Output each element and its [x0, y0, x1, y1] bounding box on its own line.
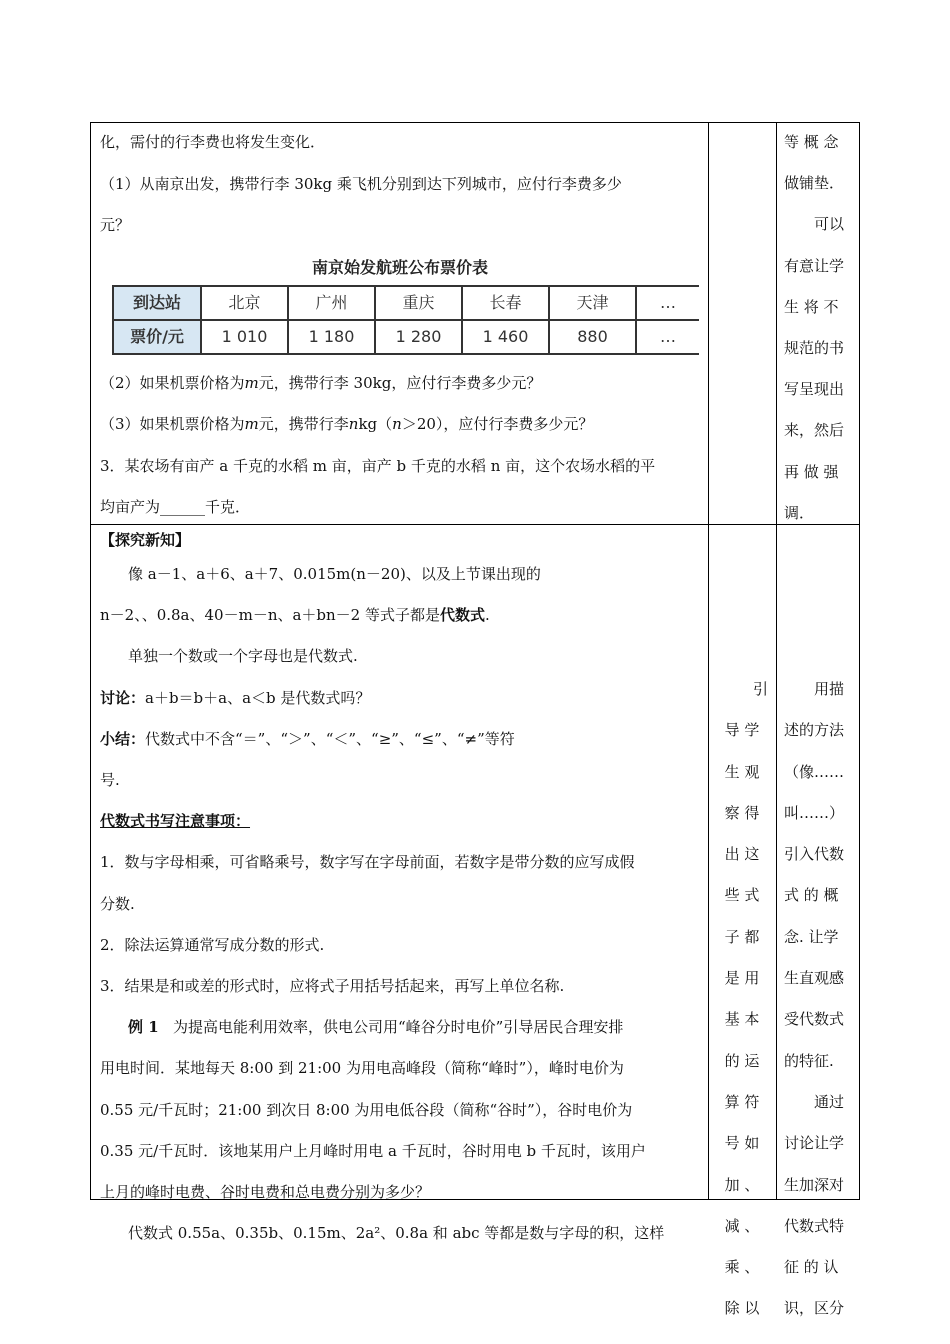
table-header-cell: 到达站: [113, 286, 201, 320]
section-title: 【探究新知】: [100, 531, 191, 549]
column-text: 乘 、: [724, 1258, 760, 1277]
column-text: 加 、: [724, 1175, 760, 1194]
note-line: 再 做 强: [784, 462, 839, 481]
note-line: 可以: [814, 215, 845, 234]
example-1: 例 1 为提高电能利用效率，供电公司用“峰谷分时电价”引导居民合理安排: [128, 1018, 624, 1037]
note-line: 代数式特: [784, 1216, 845, 1235]
note-line: 来，然后: [784, 421, 845, 440]
column-text: 引: [752, 680, 768, 698]
text-line: 化，需付的行李费也将发生变化．: [100, 133, 326, 151]
note-line: 有意让学: [784, 256, 845, 275]
note-line: 受代数式: [784, 1010, 845, 1029]
column-text: 号 如: [724, 1134, 760, 1153]
paragraph: 单独一个数或一个字母也是代数式.: [128, 647, 358, 666]
table-row: [113, 320, 699, 354]
note-line: 等 概 念: [784, 133, 839, 151]
note-line: 的特征.: [784, 1051, 834, 1070]
note-line: 生加深对: [784, 1175, 845, 1194]
paragraph: 代数式 0.55a、0.35b、0.15m、2a²、0.8a 和 abc 等都是数与字母的积，这样: [128, 1224, 665, 1243]
price-table-title: 南京始发航班公布票价表: [311, 257, 488, 277]
design-notes-1: [784, 122, 852, 534]
column-text: 些 式: [724, 886, 760, 905]
paragraph: 像 a－1、a＋6、a＋7、0.015m(n－20)、以及上节课出现的: [128, 565, 541, 583]
table-cell: 1 280: [375, 320, 462, 354]
summary-cont: 号.: [100, 771, 120, 790]
note-line: 规范的书: [784, 339, 845, 358]
question-1: （1）从南京出发，携带行李 30kg 乘飞机分别到达下列城市，应付行李费多少: [100, 174, 622, 193]
note-1-cont: 分数.: [100, 894, 135, 913]
column-text: 算 符: [724, 1092, 760, 1111]
table-cell: 重庆: [375, 286, 462, 320]
column-text: 子 都: [724, 927, 760, 946]
note-line: 做铺垫．: [784, 174, 845, 193]
teacher-activity-column: [712, 669, 772, 1330]
question-4: 3．某农场有亩产 a 千克的水稻 m 亩，亩产 b 千克的水稻 n 亩，这个农场水稻的平: [100, 456, 656, 475]
notes-title: 代数式书写注意事项：: [100, 812, 251, 831]
summary: 小结：代数式中不含“＝”、“＞”、“＜”、“≥”、“≤”、“≠”等符: [100, 729, 515, 748]
row2-content: [100, 526, 700, 1254]
table-cell: 天津: [549, 286, 636, 320]
column-text: 除 以: [724, 1299, 760, 1318]
table-cell: 1 180: [288, 320, 375, 354]
table-cell: 880: [549, 320, 636, 354]
column-text: 察 得: [724, 803, 760, 822]
column-text: 导 学: [724, 721, 760, 740]
table-cell: 长春: [462, 286, 549, 320]
note-line: 写呈现出: [784, 380, 845, 399]
example-line: 上月的峰时电费、谷时电费和总电费分别为多少？: [100, 1183, 431, 1202]
table-cell: 1 460: [462, 320, 549, 354]
column-text: 出 这: [724, 845, 760, 864]
paragraph: n－2、、0.8a、40－m－n、a＋bn－2 等式子都是代数式.: [100, 606, 490, 625]
note-line: 生 将 不: [784, 297, 839, 316]
note-line: 述的方法: [784, 721, 845, 740]
example-line: 0.35 元/千瓦时．该地某用户上月峰时用电 a 千瓦时，谷时用电 b 千瓦时，该用户: [100, 1141, 646, 1160]
table-cell: 北京: [201, 286, 288, 320]
note-3: 3．结果是和或差的形式时，应将式子用括号括起来，再写上单位名称.: [100, 977, 565, 996]
price-table: [112, 285, 699, 355]
table-cell: 广州: [288, 286, 375, 320]
text-line: 元？: [100, 216, 131, 234]
note-line: 讨论让学: [784, 1134, 845, 1153]
note-line: 通过: [814, 1092, 845, 1111]
table-header-cell: 票价/元: [113, 320, 201, 354]
table-cell: …: [636, 286, 699, 320]
question-3: （3）如果机票价格为m元，携带行李nkg（n＞20），应付行李费多少元？: [100, 415, 594, 433]
table-cell: …: [636, 320, 699, 354]
note-line: 念. 让学: [784, 927, 839, 946]
note-2: 2．除法运算通常写成分数的形式.: [100, 935, 325, 954]
column-text: 基 本: [724, 1010, 760, 1029]
column-text: 的 运: [724, 1051, 760, 1070]
question-4-cont: 均亩产为______千克．: [100, 498, 251, 516]
lesson-row-2: [90, 524, 860, 1318]
discussion: 讨论：a＋b＝b＋a、a＜b 是代数式吗？: [100, 688, 371, 707]
note-line: 生直观感: [784, 969, 845, 988]
note-line: 识，区分: [784, 1299, 845, 1318]
note-line: 式 的 概: [784, 886, 839, 905]
note-line: 引入代数: [784, 845, 845, 864]
question-2: （2）如果机票价格为m元，携带行李 30kg，应付行李费多少元？: [100, 373, 542, 392]
column-text: 减 、: [724, 1216, 760, 1235]
note-line: （像……: [784, 762, 845, 781]
note-line: 调．: [784, 503, 815, 522]
lesson-plan-table: [90, 122, 860, 1318]
note-line: 征 的 认: [784, 1258, 839, 1277]
example-line: 用电时间．某地每天 8:00 到 21:00 为用电高峰段（简称“峰时”），峰时电价为: [100, 1059, 624, 1078]
row1-content: [100, 122, 700, 529]
note-line: 叫……）: [784, 803, 845, 822]
table-cell: 1 010: [201, 320, 288, 354]
column-text: 是 用: [724, 969, 760, 988]
design-notes-2: [784, 669, 852, 1330]
column-text: 生 观: [724, 762, 760, 781]
lesson-row-1: [90, 122, 860, 524]
table-row: [113, 286, 699, 320]
example-line: 0.55 元/千瓦时；21:00 到次日 8:00 为用电低谷段（简称“谷时”），谷时电价为: [100, 1100, 633, 1119]
note-line: 用描: [814, 680, 845, 698]
note-1: 1．数与字母相乘，可省略乘号，数字写在字母前面，若数字是带分数的应写成假: [100, 853, 635, 872]
